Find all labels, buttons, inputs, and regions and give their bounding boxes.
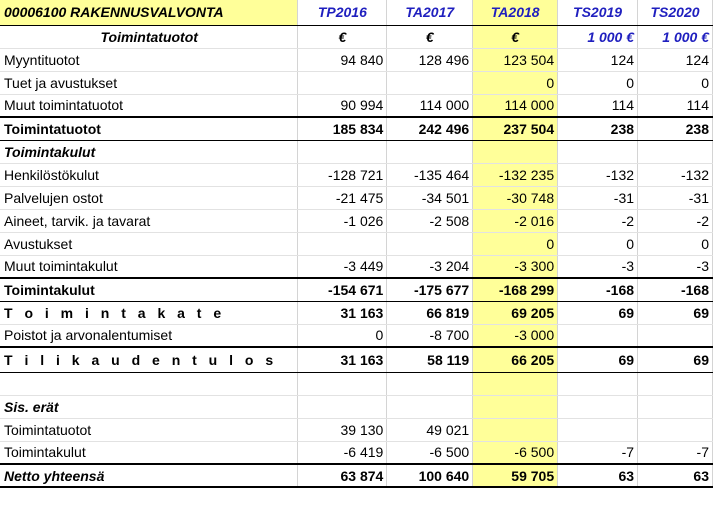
value-cell[interactable]: 100 640 xyxy=(387,464,473,487)
value-cell[interactable]: -34 501 xyxy=(387,186,473,209)
value-cell[interactable]: 0 xyxy=(473,232,558,255)
row-label[interactable]: T i l i k a u d e n t u l o s xyxy=(0,347,298,372)
value-cell[interactable]: 114 xyxy=(638,94,713,117)
value-cell[interactable]: -31 xyxy=(558,186,638,209)
row-label[interactable]: Netto yhteensä xyxy=(0,464,298,487)
value-cell[interactable]: 185 834 xyxy=(298,117,387,140)
row-label[interactable]: Henkilöstökulut xyxy=(0,163,298,186)
value-cell[interactable]: -128 721 xyxy=(298,163,387,186)
value-cell[interactable]: -3 xyxy=(638,255,713,278)
units-row xyxy=(0,25,713,48)
value-cell[interactable]: 94 840 xyxy=(298,48,387,71)
table-row xyxy=(0,163,713,186)
value-cell[interactable]: 63 xyxy=(638,464,713,487)
value-cell[interactable]: 66 819 xyxy=(387,301,473,324)
table-row xyxy=(0,278,713,301)
value-cell[interactable]: 242 496 xyxy=(387,117,473,140)
value-cell[interactable]: -175 677 xyxy=(387,278,473,301)
value-cell[interactable]: 31 163 xyxy=(298,347,387,372)
value-cell[interactable]: -3 xyxy=(558,255,638,278)
value-cell[interactable]: 0 xyxy=(558,232,638,255)
value-cell[interactable]: -31 xyxy=(638,186,713,209)
value-cell[interactable] xyxy=(387,140,473,163)
section-label[interactable]: Toimintatuotot xyxy=(0,25,298,48)
table-row xyxy=(0,117,713,140)
value-cell[interactable]: 124 xyxy=(558,48,638,71)
value-cell[interactable] xyxy=(558,324,638,347)
value-cell[interactable]: -2 508 xyxy=(387,209,473,232)
value-cell[interactable]: -168 xyxy=(638,278,713,301)
value-cell[interactable]: 49 021 xyxy=(387,418,473,441)
value-cell[interactable]: 90 994 xyxy=(298,94,387,117)
row-label[interactable]: Palvelujen ostot xyxy=(0,186,298,209)
value-cell[interactable]: -6 419 xyxy=(298,441,387,464)
value-cell[interactable]: 237 504 xyxy=(473,117,558,140)
value-cell[interactable] xyxy=(638,418,713,441)
value-cell[interactable] xyxy=(638,140,713,163)
col-header[interactable]: TS2020 xyxy=(638,0,713,25)
value-cell[interactable]: -6 500 xyxy=(387,441,473,464)
value-cell[interactable]: -1 026 xyxy=(298,209,387,232)
header-row xyxy=(0,0,713,25)
value-cell[interactable]: 114 000 xyxy=(473,94,558,117)
value-cell[interactable] xyxy=(558,395,638,418)
value-cell[interactable] xyxy=(473,372,558,395)
value-cell[interactable]: 114 xyxy=(558,94,638,117)
value-cell[interactable] xyxy=(387,232,473,255)
value-cell[interactable]: 66 205 xyxy=(473,347,558,372)
table-row xyxy=(0,441,713,464)
value-cell[interactable] xyxy=(387,395,473,418)
unit-cell[interactable]: 1 000 € xyxy=(558,25,638,48)
value-cell[interactable]: 31 163 xyxy=(298,301,387,324)
row-label[interactable]: Avustukset xyxy=(0,232,298,255)
value-cell[interactable]: 0 xyxy=(558,71,638,94)
table-row xyxy=(0,94,713,117)
row-label[interactable]: Toimintakulut xyxy=(0,441,298,464)
row-label[interactable]: Muut toimintakulut xyxy=(0,255,298,278)
value-cell[interactable] xyxy=(298,372,387,395)
table-row xyxy=(0,395,713,418)
value-cell[interactable]: 58 119 xyxy=(387,347,473,372)
value-cell[interactable] xyxy=(387,372,473,395)
value-cell[interactable]: -3 204 xyxy=(387,255,473,278)
value-cell[interactable]: 69 xyxy=(638,347,713,372)
value-cell[interactable]: 123 504 xyxy=(473,48,558,71)
value-cell[interactable]: -21 475 xyxy=(298,186,387,209)
row-label[interactable]: Sis. erät xyxy=(0,395,298,418)
value-cell[interactable]: -8 700 xyxy=(387,324,473,347)
table-row xyxy=(0,464,713,487)
table-row xyxy=(0,232,713,255)
table-row xyxy=(0,209,713,232)
value-cell[interactable] xyxy=(473,395,558,418)
value-cell[interactable] xyxy=(387,71,473,94)
row-label[interactable]: Toimintakulut xyxy=(0,278,298,301)
row-label[interactable]: Toimintakulut xyxy=(0,140,298,163)
row-label[interactable]: Poistot ja arvonalentumiset xyxy=(0,324,298,347)
value-cell[interactable] xyxy=(558,372,638,395)
value-cell[interactable]: 124 xyxy=(638,48,713,71)
value-cell[interactable]: 63 xyxy=(558,464,638,487)
value-cell[interactable]: -7 xyxy=(558,441,638,464)
value-cell[interactable] xyxy=(638,395,713,418)
table-row xyxy=(0,418,713,441)
table-row xyxy=(0,71,713,94)
value-cell[interactable] xyxy=(473,418,558,441)
table-row xyxy=(0,48,713,71)
value-cell[interactable]: -3 300 xyxy=(473,255,558,278)
table-row xyxy=(0,301,713,324)
table-row xyxy=(0,255,713,278)
value-cell[interactable]: -3 000 xyxy=(473,324,558,347)
value-cell[interactable] xyxy=(558,418,638,441)
value-cell[interactable] xyxy=(298,140,387,163)
value-cell[interactable]: 69 xyxy=(558,347,638,372)
value-cell[interactable] xyxy=(473,140,558,163)
value-cell[interactable]: -3 449 xyxy=(298,255,387,278)
value-cell[interactable]: -168 299 xyxy=(473,278,558,301)
value-cell[interactable]: -2 016 xyxy=(473,209,558,232)
row-label[interactable]: Toimintatuotot xyxy=(0,117,298,140)
table-row xyxy=(0,324,713,347)
value-cell[interactable] xyxy=(638,324,713,347)
table-row xyxy=(0,372,713,395)
value-cell[interactable]: 59 705 xyxy=(473,464,558,487)
table-row xyxy=(0,186,713,209)
value-cell[interactable]: 69 205 xyxy=(473,301,558,324)
value-cell[interactable] xyxy=(558,140,638,163)
value-cell[interactable]: -2 xyxy=(638,209,713,232)
col-header[interactable]: TA2018 xyxy=(473,0,558,25)
unit-cell[interactable]: 1 000 € xyxy=(638,25,713,48)
row-label[interactable] xyxy=(0,372,298,395)
value-cell[interactable]: 39 130 xyxy=(298,418,387,441)
row-label[interactable]: Tuet ja avustukset xyxy=(0,71,298,94)
unit-cell[interactable]: € xyxy=(298,25,387,48)
value-cell[interactable] xyxy=(298,232,387,255)
value-cell[interactable] xyxy=(298,71,387,94)
value-cell[interactable]: -2 xyxy=(558,209,638,232)
unit-cell[interactable]: € xyxy=(473,25,558,48)
value-cell[interactable]: 63 874 xyxy=(298,464,387,487)
col-header[interactable]: TP2016 xyxy=(298,0,387,25)
value-cell[interactable]: 238 xyxy=(558,117,638,140)
value-cell[interactable]: 0 xyxy=(638,71,713,94)
value-cell[interactable]: -132 xyxy=(558,163,638,186)
value-cell[interactable]: 238 xyxy=(638,117,713,140)
value-cell[interactable] xyxy=(638,372,713,395)
value-cell[interactable]: -7 xyxy=(638,441,713,464)
value-cell[interactable]: 0 xyxy=(473,71,558,94)
row-label[interactable]: Aineet, tarvik. ja tavarat xyxy=(0,209,298,232)
value-cell[interactable] xyxy=(298,395,387,418)
value-cell[interactable]: -154 671 xyxy=(298,278,387,301)
value-cell[interactable]: -132 xyxy=(638,163,713,186)
col-header[interactable]: TA2017 xyxy=(387,0,473,25)
value-cell[interactable]: 114 000 xyxy=(387,94,473,117)
row-label[interactable]: Toimintatuotot xyxy=(0,418,298,441)
row-label[interactable]: T o i m i n t a k a t e xyxy=(0,301,298,324)
value-cell[interactable]: -135 464 xyxy=(387,163,473,186)
value-cell[interactable]: -30 748 xyxy=(473,186,558,209)
unit-cell[interactable]: € xyxy=(387,25,473,48)
row-label[interactable]: Muut toimintatuotot xyxy=(0,94,298,117)
value-cell[interactable]: 69 xyxy=(638,301,713,324)
value-cell[interactable]: 0 xyxy=(298,324,387,347)
value-cell[interactable]: -6 500 xyxy=(473,441,558,464)
value-cell[interactable]: 0 xyxy=(638,232,713,255)
value-cell[interactable]: 128 496 xyxy=(387,48,473,71)
value-cell[interactable]: 69 xyxy=(558,301,638,324)
table-row xyxy=(0,347,713,372)
sheet-title[interactable]: 00006100 RAKENNUSVALVONTA xyxy=(0,0,298,25)
col-header[interactable]: TS2019 xyxy=(558,0,638,25)
row-label[interactable]: Myyntituotot xyxy=(0,48,298,71)
table-row xyxy=(0,140,713,163)
value-cell[interactable]: -132 235 xyxy=(473,163,558,186)
value-cell[interactable]: -168 xyxy=(558,278,638,301)
